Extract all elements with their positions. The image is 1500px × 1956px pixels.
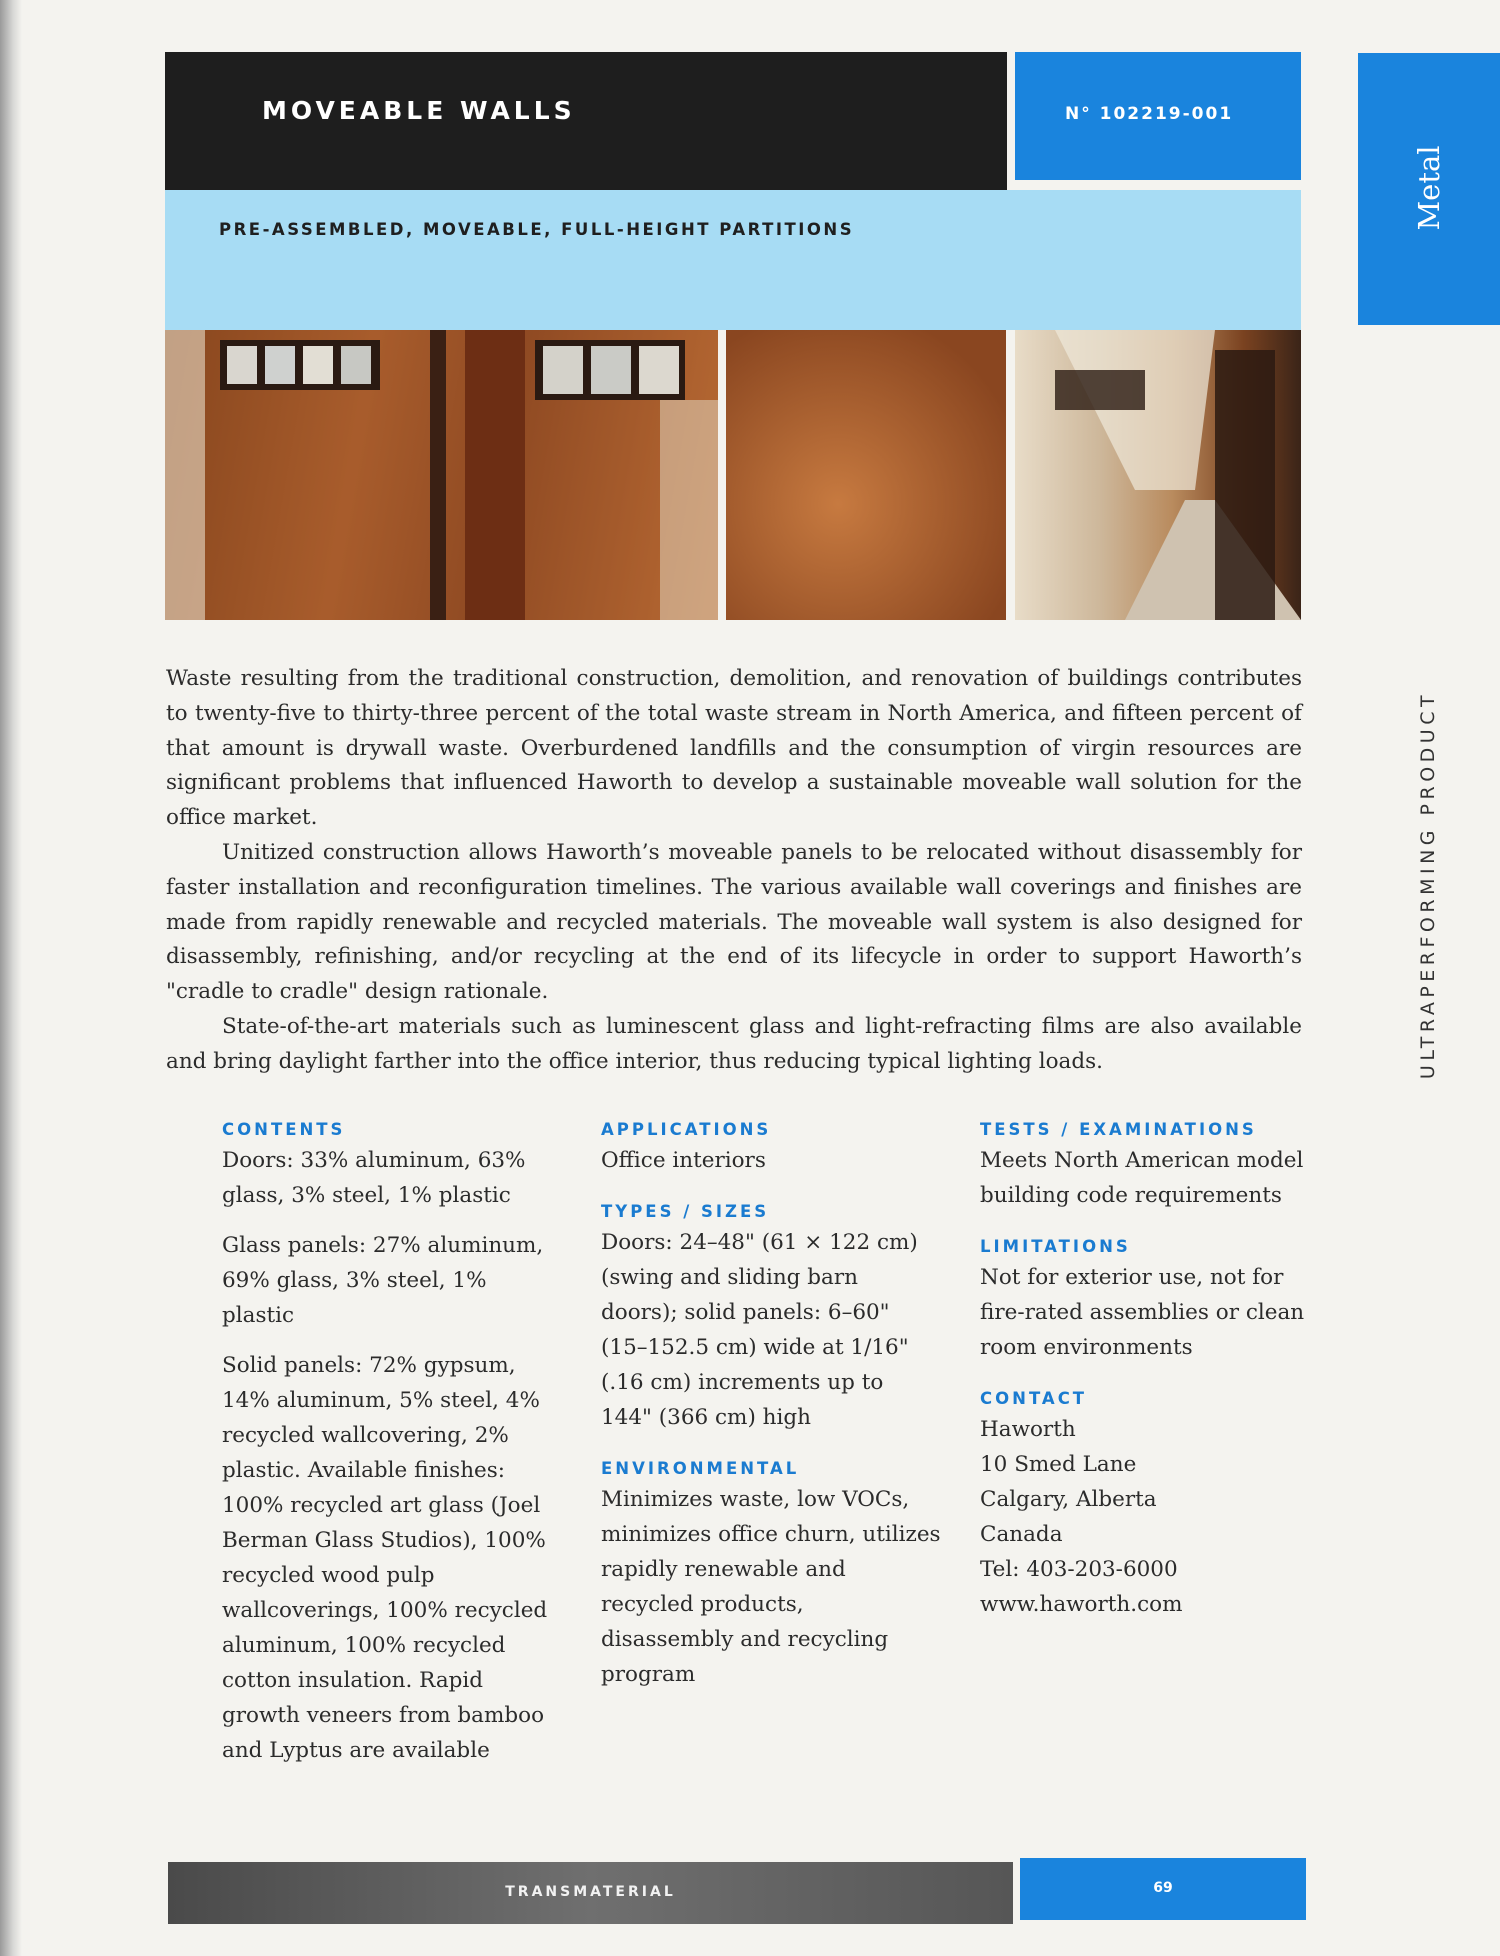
applications-heading: APPLICATIONS (601, 1120, 772, 1139)
types-text: Doors: 24–48" (61 × 122 cm) (swing and sliding barn doors); solid panels: 6–60" (15–152.5 cm) wide at 1/16" (.16 cm) increments up to 144" (366 cm) high (601, 1230, 918, 1430)
description-paragraph: Unitized construction allows Haworth’s moveable panels to be relocated without disassembly for faster installation and reconfiguration timelines. The various available wall coverings and finishes are made from rapidly renewable and recycled materials. The moveable wall system is also designed for disassembly, refinishing, and/or recycling at the end of its lifecycle in order to support Haworth’s "cradle to cradle" design rationale. (166, 839, 1302, 1005)
description-paragraph: Waste resulting from the traditional construction, demolition, and renovation of buildings contributes to twenty-five to thirty-three percent of the total waste stream in North America, and fifteen percent of that amount is drywall waste. Overburdened landfills and the consumption of virgin resources are significant problems that influenced Haworth to develop a sustainable moveable wall solution for the office market. (166, 666, 1302, 831)
subtitle-bar (165, 190, 1301, 330)
subtitle: PRE-ASSEMBLED, MOVEABLE, FULL-HEIGHT PARTITIONS (219, 220, 855, 239)
environmental-heading: ENVIRONMENTAL (601, 1459, 800, 1478)
page-number: 69 (1153, 1880, 1173, 1896)
description-paragraph: State-of-the-art materials such as luminescent glass and light-refracting films are also available and bring daylight farther into the office interior, thus reducing typical lighting loads. (166, 1013, 1302, 1074)
environmental-text: Minimizes waste, low VOCs, minimizes office churn, utilizes rapidly renewable and recycled products, disassembly and recycling program (601, 1487, 941, 1687)
applications-column (601, 1120, 941, 1692)
contact-city: Calgary, Alberta (980, 1487, 1157, 1512)
tests-heading: TESTS / EXAMINATIONS (980, 1120, 1257, 1139)
contact-heading: CONTACT (980, 1389, 1088, 1408)
photo-wall-panels-windows (165, 330, 718, 620)
footer-bar (168, 1862, 1013, 1924)
contents-column (222, 1120, 562, 1768)
contents-item: Solid panels: 72% gypsum, 14% aluminum, 5% steel, 4% recycled wallcovering, 2% plastic. Available finishes: 100% recycled art glass (Joel Berman Glass Studios), 100% recycled wood pulp wallcoverings, 100% recycled aluminum, 100% recycled cotton insulation. Rapid growth veneers from bamboo and Lyptus are available (222, 1353, 548, 1763)
footer-brand: TRANSMATERIAL (505, 1884, 676, 1900)
contact-street: 10 Smed Lane (980, 1452, 1137, 1477)
book-spine-shadow (0, 0, 22, 1956)
product-number-box (1015, 52, 1301, 180)
description (166, 662, 1302, 1080)
limitations-heading: LIMITATIONS (980, 1237, 1131, 1256)
types-heading: TYPES / SIZES (601, 1202, 770, 1221)
contents-heading: CONTENTS (222, 1120, 346, 1139)
contents-item: Glass panels: 27% aluminum, 69% glass, 3% steel, 1% plastic (222, 1233, 544, 1328)
photo-corridor (1015, 330, 1301, 620)
side-label: ULTRAPERFORMING PRODUCT (1417, 690, 1439, 1080)
limitations-text: Not for exterior use, not for fire-rated assemblies or clean room environments (980, 1265, 1305, 1360)
tests-text: Meets North American model building code requirements (980, 1148, 1304, 1208)
category-tab-label: Metal (1412, 145, 1446, 231)
applications-text: Office interiors (601, 1148, 766, 1173)
contact-country: Canada (980, 1522, 1063, 1547)
product-number: N° 102219-001 (1065, 104, 1234, 124)
photo-wall-panel-closeup (726, 330, 1006, 620)
contact-phone: Tel: 403-203-6000 (980, 1557, 1178, 1582)
contact-company: Haworth (980, 1417, 1076, 1442)
page-number-box (1020, 1858, 1306, 1920)
contact-website: www.haworth.com (980, 1592, 1183, 1617)
contents-item: Doors: 33% aluminum, 63% glass, 3% steel, 1% plastic (222, 1148, 526, 1208)
category-tab (1358, 53, 1500, 325)
page-title: MOVEABLE WALLS (262, 96, 576, 125)
tests-column (980, 1120, 1320, 1622)
